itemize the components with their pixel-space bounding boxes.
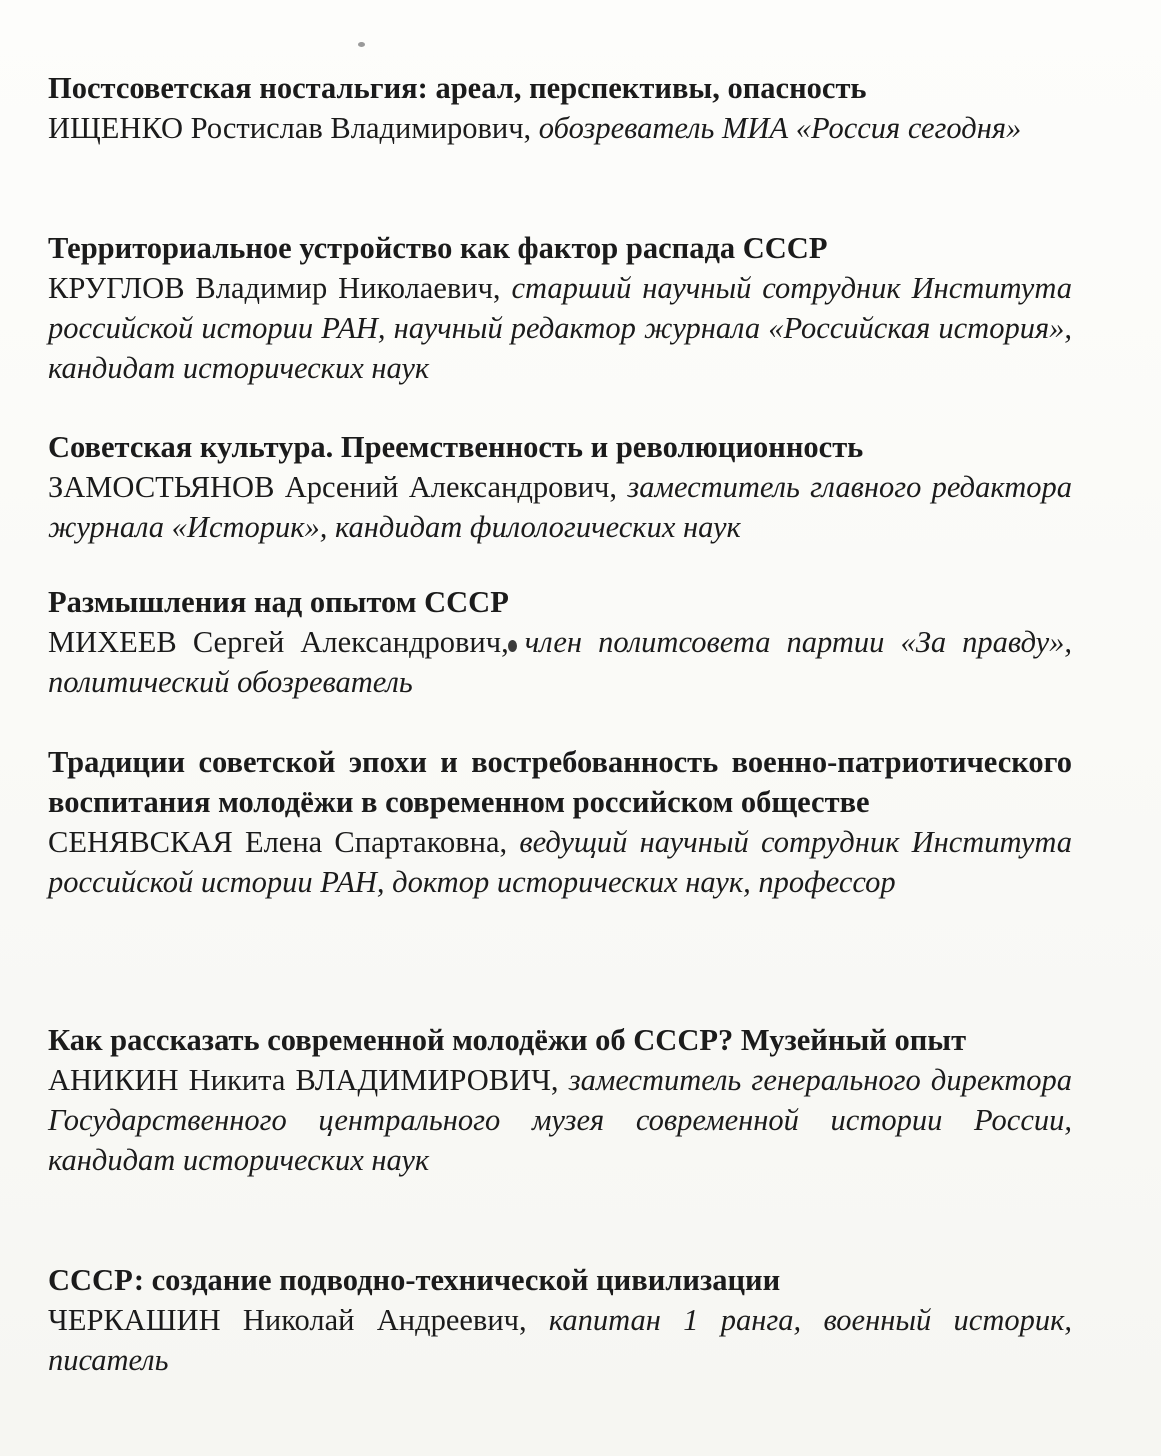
speaker-position: обозреватель МИА «Россия сегодня» [538, 111, 1022, 145]
speaker-name: ЗАМОСТЬЯНОВ Арсений Александрович, [48, 470, 618, 504]
speaker-position: член политсовета партии «За правду», политический обозреватель [48, 625, 1073, 699]
speaker-line [48, 1300, 1072, 1380]
speaker-name: КРУГЛОВ Владимир Николаевич, [48, 271, 501, 305]
speaker-name: АНИКИН Никита ВЛАДИМИРОВИЧ, [48, 1063, 559, 1097]
talk-title: Территориальное устройство как фактор распада СССР [48, 231, 828, 265]
speaker-position: капитан 1 ранга, военный историк, писатель [48, 1303, 1072, 1377]
speaker-position: заместитель главного редактора журнала «Историк», кандидат филологических наук [48, 470, 1072, 544]
talk-title: Постсоветская ностальгия: ареал, перспективы, опасность [48, 71, 867, 105]
program-entry [48, 1020, 1072, 1180]
speaker-line [48, 108, 1072, 148]
speaker-name: ЧЕРКАШИН Николай Андреевич, [48, 1303, 527, 1337]
speaker-line [48, 622, 1072, 702]
speaker-position: заместитель генерального директора Государственного центрального музея современной истории России, кандидат исторических наук [48, 1063, 1072, 1177]
talk-title: Как рассказать современной молодёжи об СССР? Музейный опыт [48, 1023, 967, 1057]
talk-title: Советская культура. Преемственность и революционность [48, 430, 864, 464]
speaker-line [48, 268, 1072, 388]
speaker-line [48, 822, 1072, 902]
talk-title: Традиции советской эпохи и востребованность военно-патриотического воспитания молодёжи в современном российском обществе [48, 745, 1072, 819]
speaker-name: МИХЕЕВ Сергей Александрович, [48, 625, 509, 659]
program-entry [48, 582, 1072, 702]
speaker-line [48, 467, 1072, 547]
program-entry [48, 427, 1072, 547]
talk-title: Размышления над опытом СССР [48, 585, 509, 619]
talk-title: СССР: создание подводно-технической цивилизации [48, 1263, 781, 1297]
speaker-line [48, 1060, 1072, 1180]
program-entry [48, 68, 1072, 148]
program-entry [48, 228, 1072, 388]
scan-speck [358, 42, 365, 47]
speaker-name: СЕНЯВСКАЯ Елена Спартаковна, [48, 825, 508, 859]
speaker-position: ведущий научный сотрудник Института российской истории РАН, доктор исторических наук, профессор [48, 825, 1073, 899]
speaker-position: старший научный сотрудник Института российской истории РАН, научный редактор журнала «Российская история», кандидат исторических наук [48, 271, 1072, 385]
program-entry [48, 742, 1072, 902]
program-entry [48, 1260, 1072, 1380]
speaker-name: ИЩЕНКО Ростислав Владимирович, [48, 111, 532, 145]
